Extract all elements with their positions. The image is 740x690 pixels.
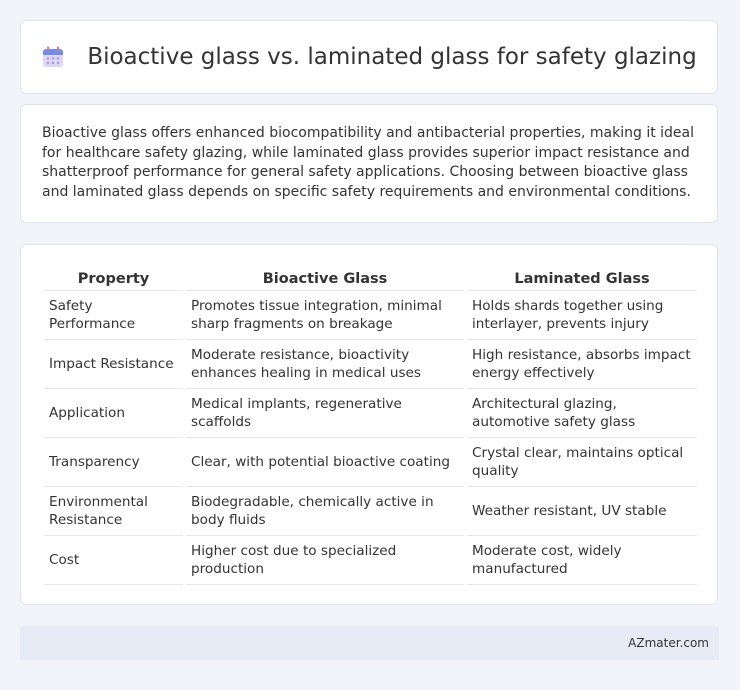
cell-bioactive: Promotes tissue integration, minimal sharp fragments on breakage — [186, 291, 464, 340]
table-header-row — [44, 265, 697, 291]
header-bioactive-glass: Bioactive Glass — [186, 265, 464, 291]
summary-text: Bioactive glass offers enhanced biocompatibility and antibacterial properties, making it ideal for healthcare safety glazing, while laminated glass provides superior impact resistance and shatterproof performance for general safety applications. Choosing between bioactive glass and laminated glass depends on specific safety requirements and environmental conditions. — [42, 125, 695, 200]
cell-property: Cost — [44, 536, 183, 585]
cell-property: Application — [44, 389, 183, 438]
cell-bioactive: Medical implants, regenerative scaffolds — [186, 389, 464, 438]
cell-bioactive: Moderate resistance, bioactivity enhances healing in medical uses — [186, 340, 464, 389]
table-row — [44, 340, 697, 389]
cell-bioactive: Biodegradable, chemically active in body fluids — [186, 487, 464, 536]
calendar-icon — [41, 45, 65, 69]
header-property: Property — [44, 265, 183, 291]
title-card — [20, 20, 718, 94]
header-laminated-glass: Laminated Glass — [467, 265, 697, 291]
cell-property: Transparency — [44, 438, 183, 487]
table-row — [44, 291, 697, 340]
page-title: Bioactive glass vs. laminated glass for safety glazing — [87, 44, 697, 70]
table-row — [44, 389, 697, 438]
cell-laminated: Weather resistant, UV stable — [467, 487, 697, 536]
footer-brand: AZmater.com — [628, 636, 709, 650]
footer — [20, 626, 719, 660]
cell-laminated: Moderate cost, widely manufactured — [467, 536, 697, 585]
cell-laminated: Holds shards together using interlayer, prevents injury — [467, 291, 697, 340]
cell-bioactive: Clear, with potential bioactive coating — [186, 438, 464, 487]
comparison-table — [41, 265, 700, 585]
table-card — [20, 244, 718, 605]
table-row — [44, 487, 697, 536]
table-row — [44, 438, 697, 487]
table-row — [44, 536, 697, 585]
cell-property: Impact Resistance — [44, 340, 183, 389]
cell-property: Safety Performance — [44, 291, 183, 340]
cell-laminated: Crystal clear, maintains optical quality — [467, 438, 697, 487]
summary-card — [20, 104, 718, 223]
cell-laminated: High resistance, absorbs impact energy effectively — [467, 340, 697, 389]
cell-laminated: Architectural glazing, automotive safety glass — [467, 389, 697, 438]
cell-bioactive: Higher cost due to specialized production — [186, 536, 464, 585]
cell-property: Environmental Resistance — [44, 487, 183, 536]
